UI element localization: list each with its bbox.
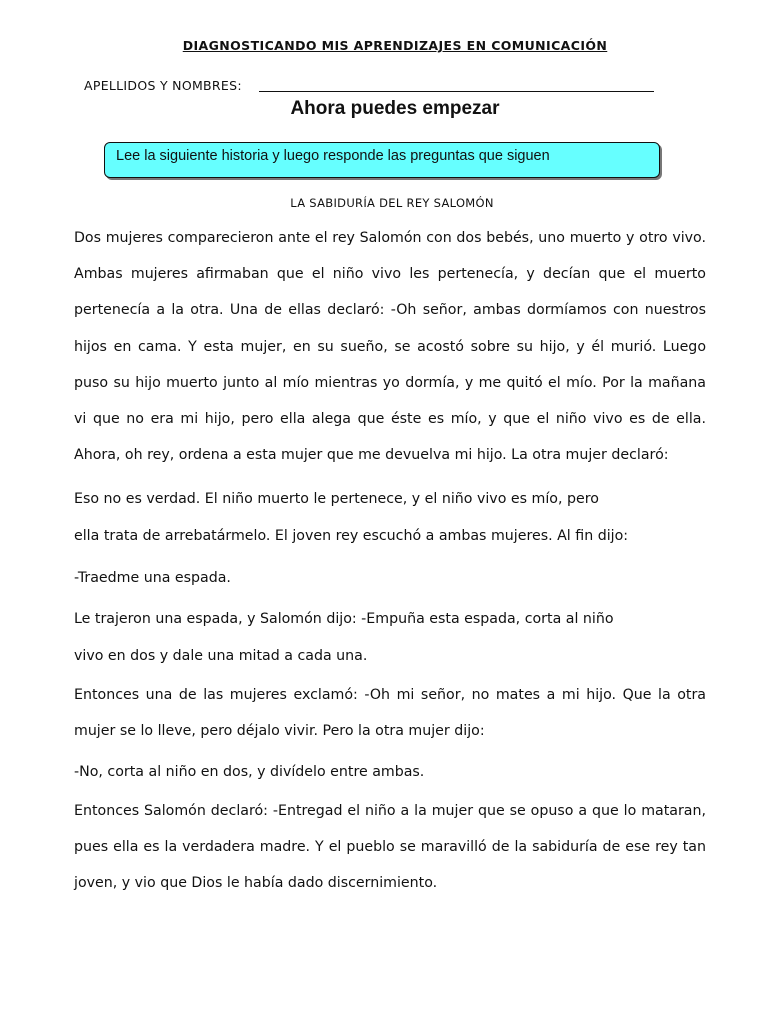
story-paragraph: Entonces una de las mujeres exclamó: -Oh mi señor, no mates a mi hijo. Que la otra mujer se lo lleve, pero déjalo vivir. Pero la otra mujer dijo: [74,687,706,740]
story-line: ella trata de arrebatármelo. El joven rey escuchó a ambas mujeres. Al fin dijo: [74,527,629,544]
story-paragraph: Dos mujeres comparecieron ante el rey Salomón con dos bebés, uno muerto y otro vivo. Ambas mujeres afirmaban que el niño vivo les pertenecía, y decían que el muerto pertenecía a la otra. Una de ellas declaró: -Oh señor, ambas dormíamos con nuestros hijos en cama. Y esta mujer, en su sueño, se acostó sobre su hijo, y él murió. Luego puso su hijo muerto junto al mío mientras yo dormía, y me quitó el mío. Por la mañana vi que no era mi hijo, pero ella alega que éste es mío, y que el niño vivo es de ella. Ahora, oh rey, ordena a esta mujer que me devuelva mi hijo. La otra mujer declaró: [74,230,706,464]
name-field-line[interactable] [259,91,654,92]
instruction-box [104,142,660,178]
story-paragraph [74,601,706,674]
instruction-text: Lee la siguiente historia y luego responde las preguntas que siguen [116,148,550,164]
story-line: Le trajeron una espada, y Salomón dijo: -Empuña esta espada, corta al niño [74,611,614,628]
worksheet-title: DIAGNOSTICANDO MIS APRENDIZAJES EN COMUNICACIÓN [182,38,608,53]
story-paragraph: -Traedme una espada. [74,570,231,587]
story-paragraph: Entonces Salomón declaró: -Entregad el niño a la mujer que se opuso a que lo mataran, pues ella es la verdadera madre. Y el pueblo se maravilló de la sabiduría de ese rey tan joven, y vio que Dios le había dado discernimiento. [74,803,706,892]
story-title: LA SABIDURÍA DEL REY SALOMÓN [290,196,494,210]
name-field-label: APELLIDOS Y NOMBRES: [84,78,242,93]
story-line: vivo en dos y dale una mitad a cada una. [74,647,368,664]
story-paragraph: -No, corta al niño en dos, y divídelo entre ambas. [74,764,425,781]
start-heading: Ahora puedes empezar [290,98,500,119]
story-line: Eso no es verdad. El niño muerto le pertenece, y el niño vivo es mío, pero [74,491,599,508]
story-paragraph [74,481,706,554]
story-body [74,220,706,901]
